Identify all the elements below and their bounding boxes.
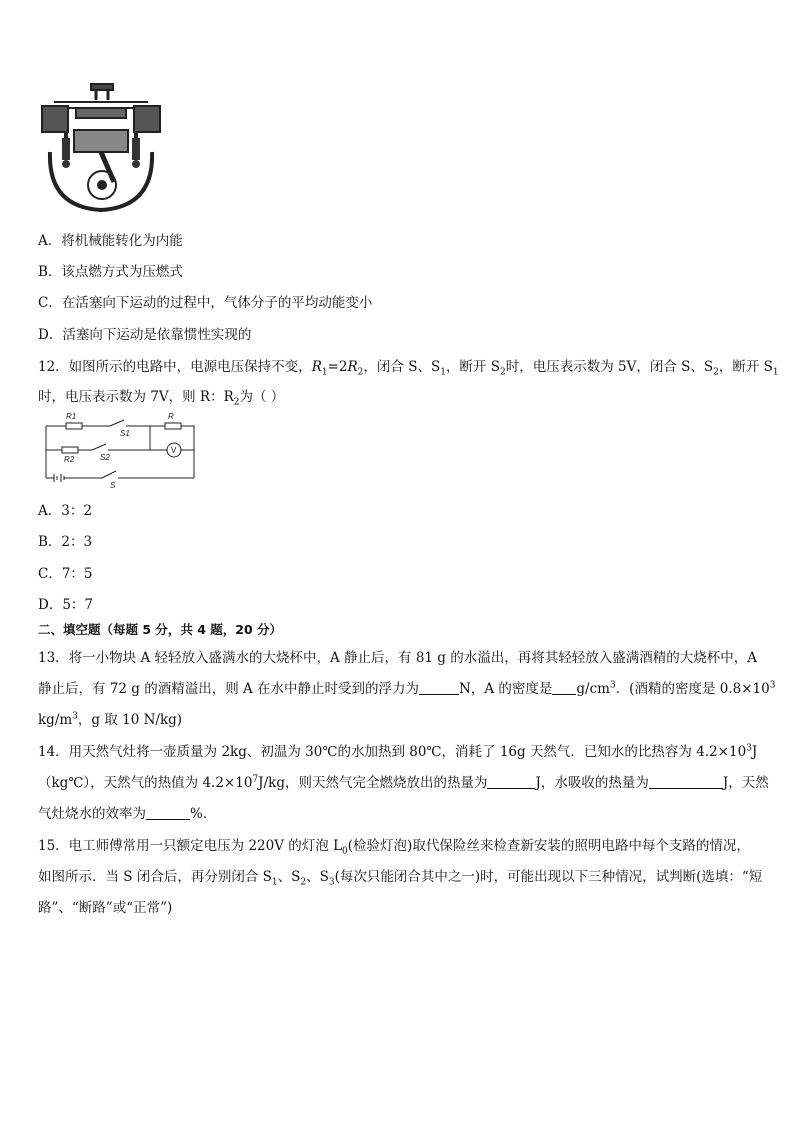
switch-s1	[110, 420, 124, 426]
q15-line1: 15．电工师傅常用一只额定电压为 220V 的灯泡 $L_0$(检验灯泡)取代保险丝来检查新安装的照明电路中每个支路的情况，	[38, 838, 750, 857]
q13-line2: 静止后，有 72 g 的酒精溢出，则 A 在水中静止时受到的浮力为 N，A 的密度是 $g/cm^3$．(酒精的密度是 $0.8\times 10^3$	[38, 680, 776, 697]
q11-option-c: C．在活塞向下运动的过程中，气体分子的平均动能变小	[38, 295, 373, 311]
section-fill-in-blank-title: 二、填空题（每题 5 分，共 4 题，20 分）	[38, 622, 283, 637]
q12-option-b: B．2：3	[38, 534, 93, 550]
label-s: S	[110, 481, 116, 490]
q11-option-b: B．该点燃方式为压燃式	[38, 264, 183, 280]
engine-cylinder-illustration	[36, 82, 166, 214]
q14-blank-heat-released[interactable]	[487, 776, 535, 789]
q12-option-d: D．5：7	[38, 597, 94, 613]
q13-blank-buoyancy[interactable]	[419, 682, 459, 695]
switch-s	[102, 471, 116, 478]
q12-line2: 时，电压表示数为 7V，则 R：$R_2$为（ ）	[38, 389, 285, 408]
q12-option-a: A．3：2	[38, 503, 92, 519]
resistor-r	[165, 423, 181, 429]
label-r2: R2	[64, 455, 75, 464]
label-s1: S1	[120, 429, 130, 438]
q14-blank-efficiency[interactable]	[146, 807, 190, 820]
q15-line3: 路”、“断路”或“正常”)	[38, 900, 173, 916]
q12-option-c: C．7：5	[38, 566, 93, 582]
q13-line3: $kg/m^3$，g 取 10 N/kg)	[38, 711, 183, 728]
label-v: V	[171, 446, 177, 455]
q14-blank-heat-absorbed[interactable]	[649, 776, 723, 789]
q14-line1: 14．用天然气灶将一壶质量为 2kg、初温为 30℃的水加热到 80℃，消耗了 16g 天然气．已知水的比热容为 $4.2\times 10^3J$	[38, 743, 758, 760]
q12-line1: 12．如图所示的电路中，电源电压保持不变，$R_1=2R_2$，闭合 S、$S_1$，断开 $S_2$时，电压表示数为 5V，闭合 S、$S_2$，断开 $S_1$	[38, 359, 779, 378]
battery	[54, 474, 64, 482]
switch-s2	[92, 444, 106, 450]
q13-blank-density[interactable]	[552, 682, 576, 695]
q11-option-d: D．活塞向下运动是依靠惯性实现的	[38, 327, 252, 343]
q14-line2: （kg℃），天然气的热值为 $4.2\times 10^7J/kg$，则天然气完全燃烧放出的热量为 J，水吸收的热量为 J，天然	[38, 774, 769, 791]
label-r: R	[168, 412, 174, 421]
label-r1: R1	[66, 412, 77, 421]
q12-circuit-diagram	[42, 408, 197, 490]
label-s2: S2	[100, 453, 110, 462]
q15-line2: 如图所示．当 S 闭合后，再分别闭合 $S_1$、$S_2$、$S_3$(每次只能闭合其中之一)时，可能出现以下三种情况，试判断(选填：“短	[38, 869, 763, 888]
resistor-r1	[66, 423, 82, 429]
q11-option-a: A．将机械能转化为内能	[38, 233, 183, 249]
q13-line1: 13．将一小物块 A 轻轻放入盛满水的大烧杯中，A 静止后，有 81 g 的水溢出，再将其轻轻放入盛满酒精的大烧杯中，A	[38, 650, 757, 666]
q14-line3: 气灶烧水的效率为 %．	[38, 806, 217, 822]
resistor-r2	[62, 447, 78, 453]
